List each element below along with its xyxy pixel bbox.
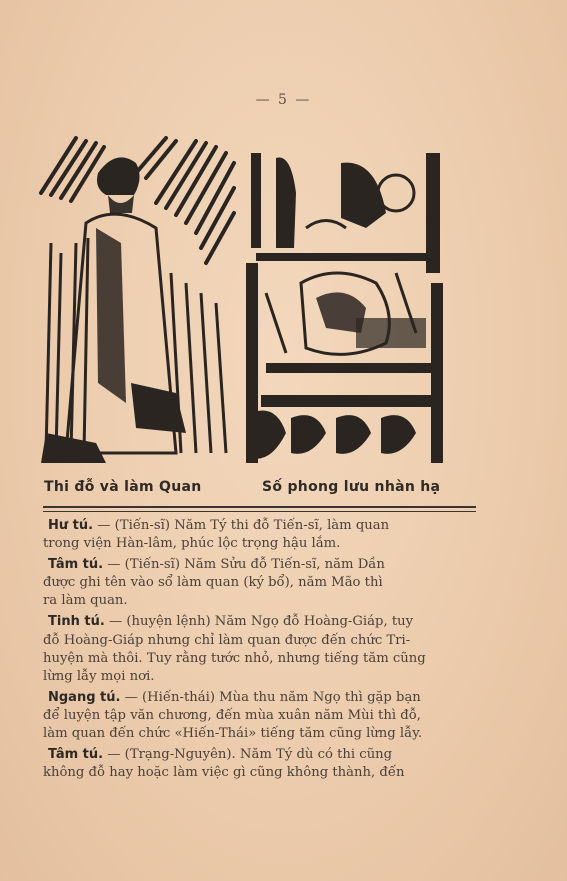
text-line: trong viện Hàn-lâm, phúc lộc trọng hậu lắm.	[43, 536, 341, 552]
right-illustration-caption: Số phong lưu nhàn hạ	[262, 479, 441, 495]
leisure-scene-illustration	[246, 133, 446, 468]
text-line: không đỗ hay hoặc làm việc gì cũng không thành, đến	[43, 765, 405, 781]
paragraph-tam-tu-2	[43, 746, 478, 782]
text-line: — (huyện lệnh) Năm Ngọ đỗ Hoàng-Giáp, tuy	[108, 614, 414, 630]
text-line: — (Tiến-sĩ) Năm Sửu đỗ Tiến-sĩ, năm Dần	[107, 557, 385, 573]
divider-thick	[43, 506, 476, 508]
left-illustration-caption: Thi đỗ và làm Quan	[44, 479, 202, 495]
text-line: ra làm quan.	[43, 593, 128, 609]
paragraph-tam-tu	[43, 556, 478, 610]
text-line: đỗ Hoàng-Giáp nhưng chỉ làm quan được đến chức Tri-	[43, 632, 411, 648]
paragraph-hu-tu	[43, 517, 478, 553]
text-line: — (Hiến-thái) Mùa thu năm Ngọ thì gặp bạn	[124, 689, 421, 705]
paragraph-ngang-tu	[43, 689, 478, 743]
text-line: lừng lẫy mọi nơi.	[43, 668, 155, 684]
text-line: được ghi tên vào sổ làm quan (ký bổ), năm Mão thì	[43, 575, 383, 591]
text-line: — (Trạng-Nguyên). Năm Tý dù có thi cũng	[107, 747, 393, 763]
term-label: Tâm tú.	[48, 747, 104, 763]
term-label: Hư tú.	[48, 518, 94, 533]
body-text	[43, 517, 478, 785]
term-label: Tinh tú.	[48, 614, 105, 630]
page-number: — 5 —	[255, 92, 312, 108]
text-line: huyện mà thôi. Tuy rằng tước nhỏ, nhưng tiếng tăm cũng	[43, 650, 426, 666]
text-line: để luyện tập văn chương, đến mùa xuân năm Mùi thì đỗ,	[43, 707, 421, 723]
divider-thin	[43, 511, 476, 512]
term-label: Tâm tú.	[48, 557, 104, 573]
paragraph-tinh-tu	[43, 613, 478, 685]
scholar-official-illustration	[36, 133, 236, 468]
text-line: làm quan đến chức «Hiến-Thái» tiếng tăm cũng lừng lẫy.	[43, 726, 423, 742]
text-line: — (Tiến-sĩ) Năm Tý thi đỗ Tiến-sĩ, làm quan	[97, 518, 390, 533]
term-label: Ngang tú.	[48, 689, 121, 705]
